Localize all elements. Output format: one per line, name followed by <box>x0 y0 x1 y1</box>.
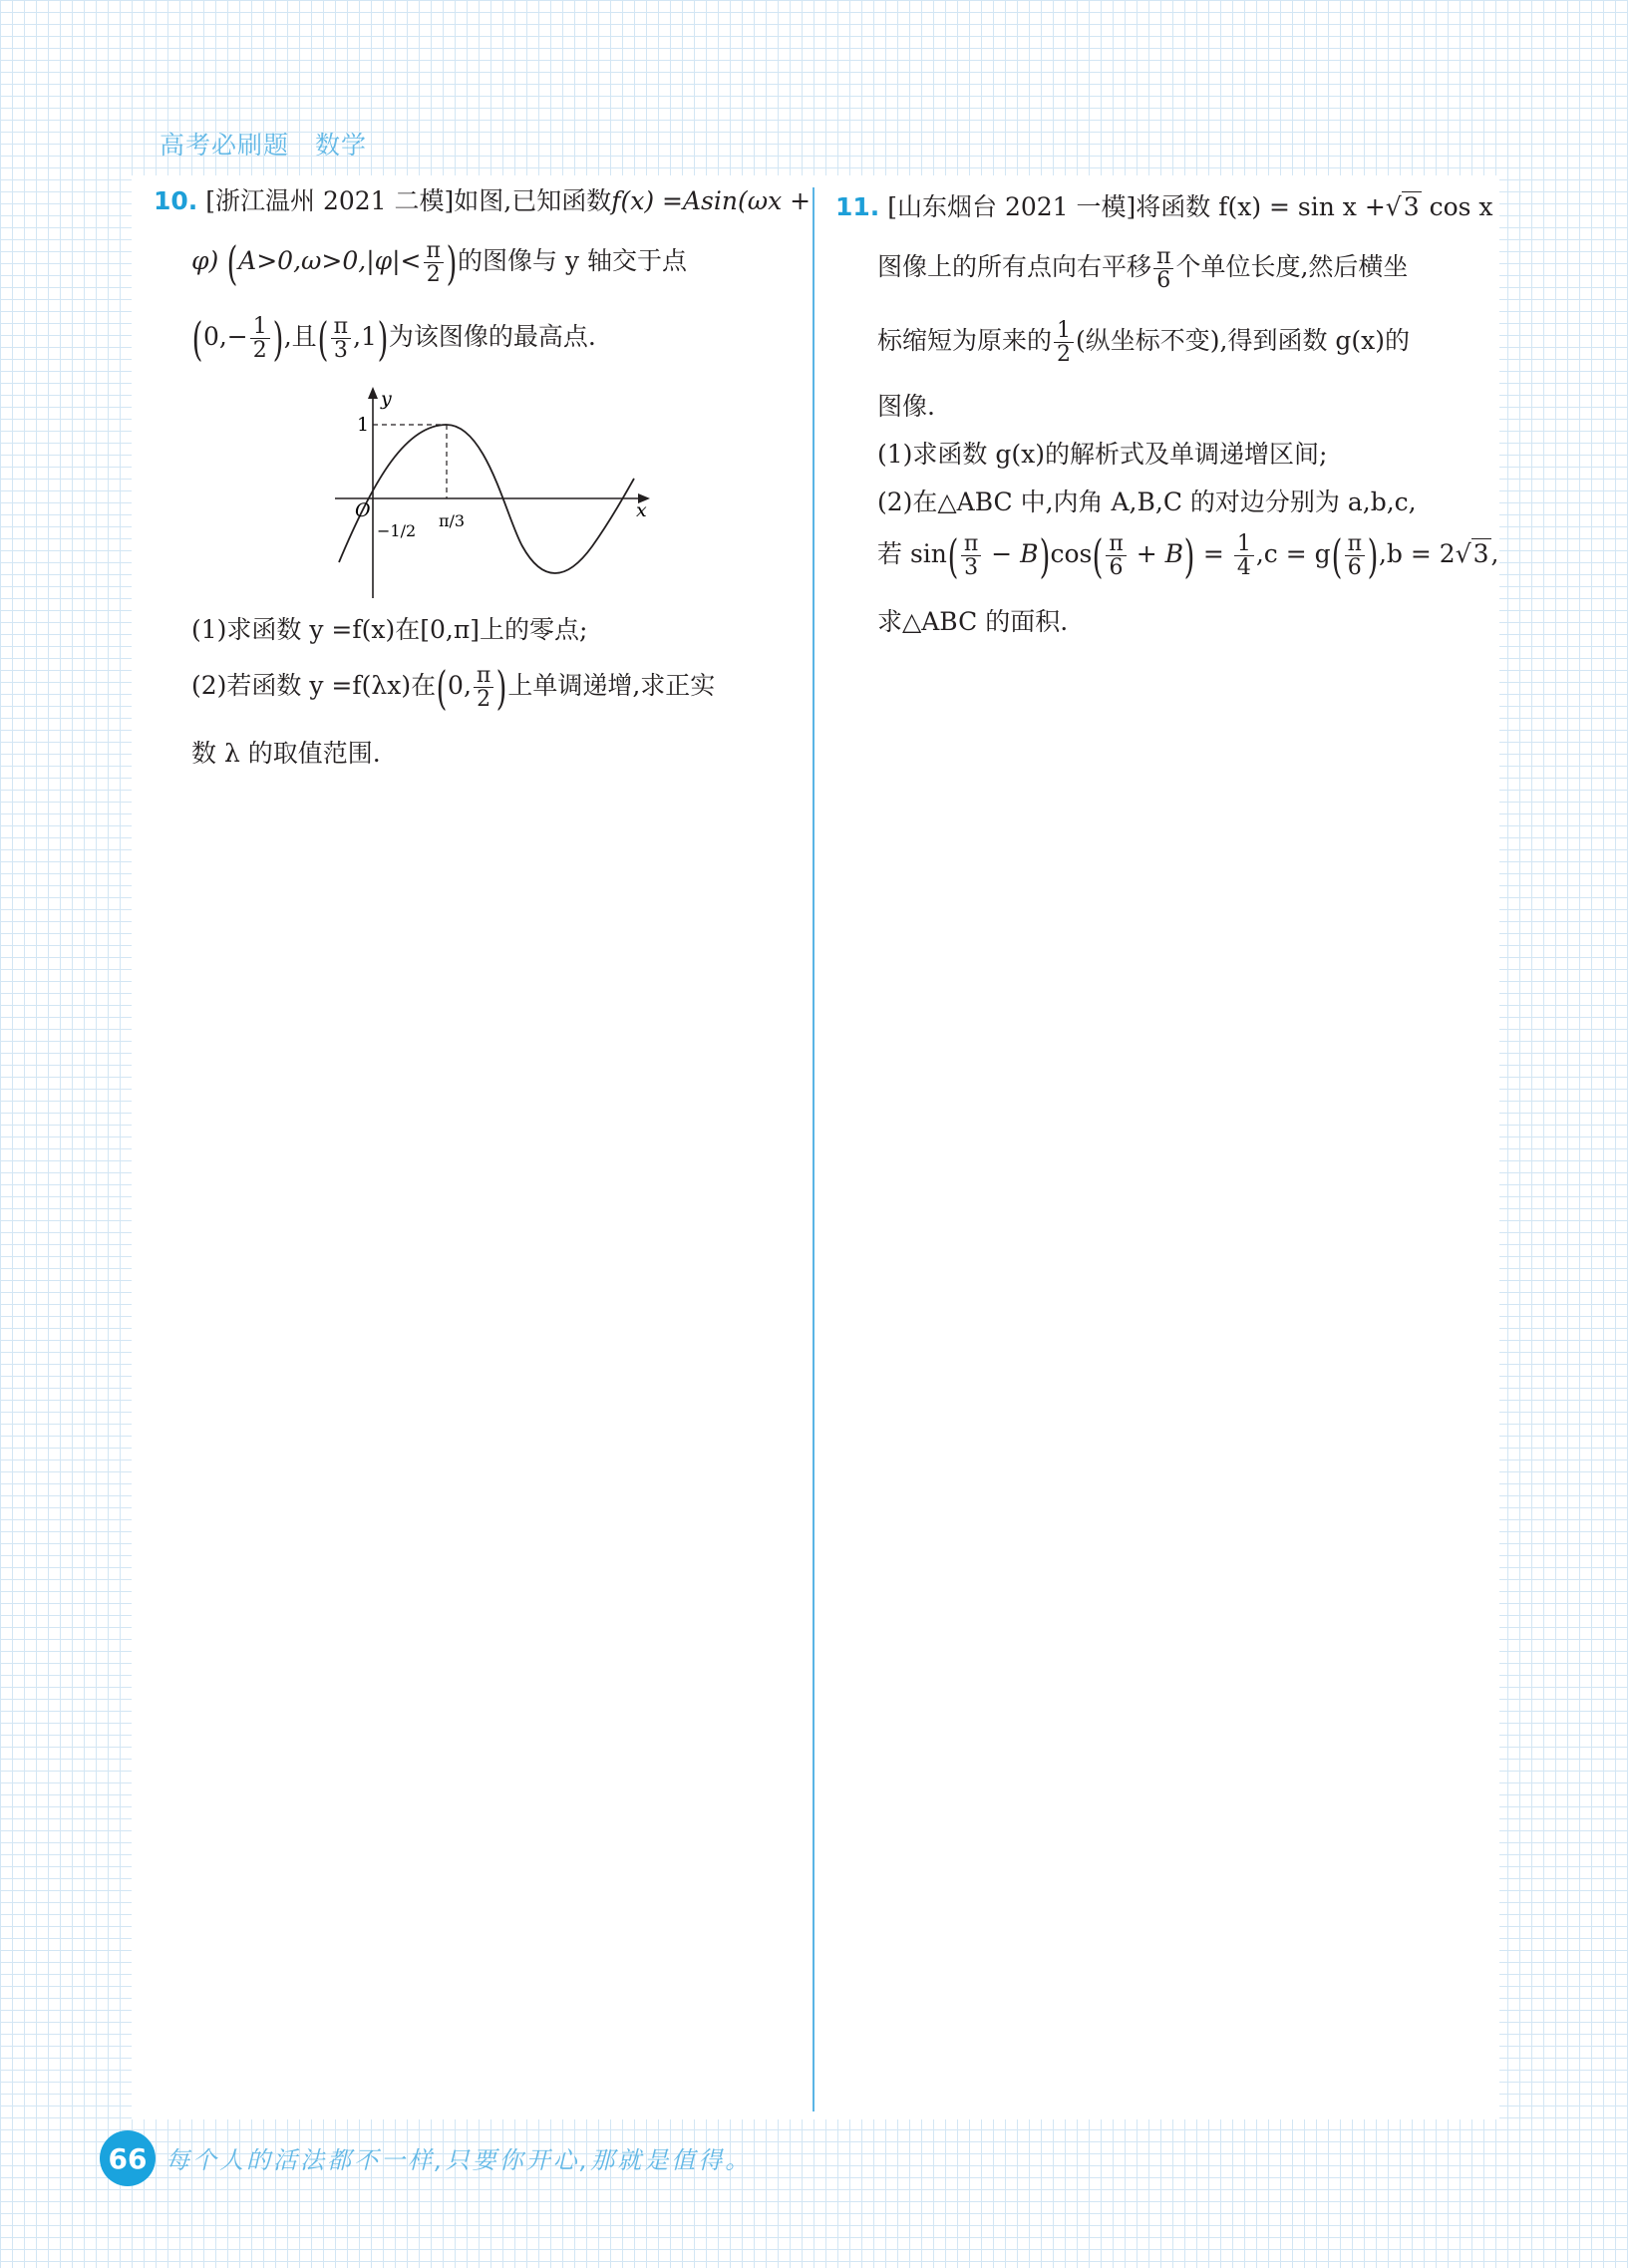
y-intercept-label: −1/2 <box>377 521 417 540</box>
q10-part-2: (2)若函数 y =f(λx)在(0, $\frac{\pi}{2}$ )上单调递增,求正实 <box>191 660 716 715</box>
fraction-1-over-4: $\frac{1}{4}$ <box>1234 532 1254 579</box>
sine-graph <box>335 387 654 606</box>
fraction-pi-over-6: $\frac{\pi}{6}$ <box>1153 245 1173 292</box>
y-max-label: 1 <box>357 414 370 436</box>
column-divider <box>813 187 814 2111</box>
q11-line-1 <box>835 191 1493 224</box>
q10-part-2-tail: 上单调递增,求正实 <box>507 671 716 701</box>
q10-part-2-head: (2)若函数 y =f(λx)在 <box>191 671 437 701</box>
fraction-pi-over-3b: $\frac{\pi}{3}$ <box>961 532 981 579</box>
sqrt-3: √3 <box>1385 192 1420 221</box>
q11-line-3 <box>877 319 1410 366</box>
q11-shift-text: 图像上的所有点向右平移 <box>877 252 1152 282</box>
fraction-1-over-2b: $\frac{1}{2}$ <box>1054 319 1074 366</box>
q11-line-2 <box>877 245 1408 292</box>
fraction-pi-over-6b: $\frac{\pi}{6}$ <box>1106 532 1126 579</box>
header-title <box>160 126 367 162</box>
fraction-1-over-2: $\frac{1}{2}$ <box>250 315 270 362</box>
q11-cos-x: cos x <box>1429 192 1493 221</box>
q10-intro: 如图,已知函数 <box>454 186 612 215</box>
origin-label: O <box>355 499 371 521</box>
q11-shrink-text: 标缩短为原来的 <box>877 326 1053 356</box>
q11-sin: 若 sin <box>877 539 947 569</box>
q10-highest-point: 为该图像的最高点. <box>388 322 596 352</box>
paren-open: ( <box>226 235 238 290</box>
q10-part-3: 数 λ 的取值范围. <box>191 739 381 768</box>
q10-point: 0,− <box>202 322 248 352</box>
q10-intersect-text: 的图像与 y 轴交于点 <box>457 246 687 276</box>
q11-line-7: 若 sin( $\frac{\pi}{3}$ − B)cos( $\frac{\pi}{6}$ + B) = $\frac{1}{4}$ ,c = g( $\frac{\pi}{6}$ ),b = 2√3, <box>877 528 1499 583</box>
q10-phi: φ) <box>191 246 219 276</box>
q10-line-1 <box>154 185 811 218</box>
q10-number: 10. <box>154 186 198 215</box>
q11-part-2: (2)在△ABC 中,内角 A,B,C 的对边分别为 a,b,c, <box>877 487 1417 516</box>
page-number-badge: 66 <box>100 2130 156 2186</box>
q10-point2: ,1 <box>353 322 377 352</box>
x-axis-label: x <box>636 499 647 521</box>
fraction-pi-over-3: $\frac{\pi}{3}$ <box>331 315 351 362</box>
q11-intro: 将函数 f(x) = sin x + <box>1136 192 1386 221</box>
q11-source: [山东烟台 2021 一模] <box>887 192 1137 221</box>
q11-number: 11. <box>835 192 880 221</box>
q11-part-1: (1)求函数 g(x)的解析式及单调递增区间; <box>877 440 1328 469</box>
q10-line-3: (0,− $\frac{1}{2}$ ),且( $\frac{\pi}{3}$ ,1)为该图像的最高点. <box>191 311 596 366</box>
header-subject: 数学 <box>315 131 368 160</box>
q11-line-4: 图像. <box>877 392 935 421</box>
q11-line-8: 求△ABC 的面积. <box>877 607 1069 636</box>
x-peak-label: π/3 <box>439 511 466 530</box>
y-axis-arrow <box>368 387 378 399</box>
q11-shift-tail: 个单位长度,然后横坐 <box>1175 252 1409 282</box>
q10-formula: f(x) =Asin(ωx + <box>611 186 812 215</box>
fraction-pi-over-6c: $\frac{\pi}{6}$ <box>1345 532 1365 579</box>
footer-motto: 每个人的活法都不一样,只要你开心,那就是值得。 <box>165 2146 753 2174</box>
q10-part-1: (1)求函数 y =f(x)在[0,π]上的零点; <box>191 615 588 644</box>
q10-and: ,且 <box>283 322 317 352</box>
q10-line-2 <box>191 235 687 290</box>
paren-close: ) <box>446 235 458 290</box>
q11-shrink-tail: (纵坐标不变),得到函数 g(x)的 <box>1076 326 1411 356</box>
q10-source: [浙江温州 2021 二模] <box>205 186 455 215</box>
header-book: 高考必刷题 <box>160 131 290 160</box>
y-axis-label: y <box>381 388 392 410</box>
q10-condition: A>0,ω>0,|φ|< <box>238 246 422 276</box>
fraction-pi-over-2b: $\frac{\pi}{2}$ <box>474 664 493 711</box>
fraction-pi-over-2: $\frac{\pi}{2}$ <box>424 239 444 286</box>
